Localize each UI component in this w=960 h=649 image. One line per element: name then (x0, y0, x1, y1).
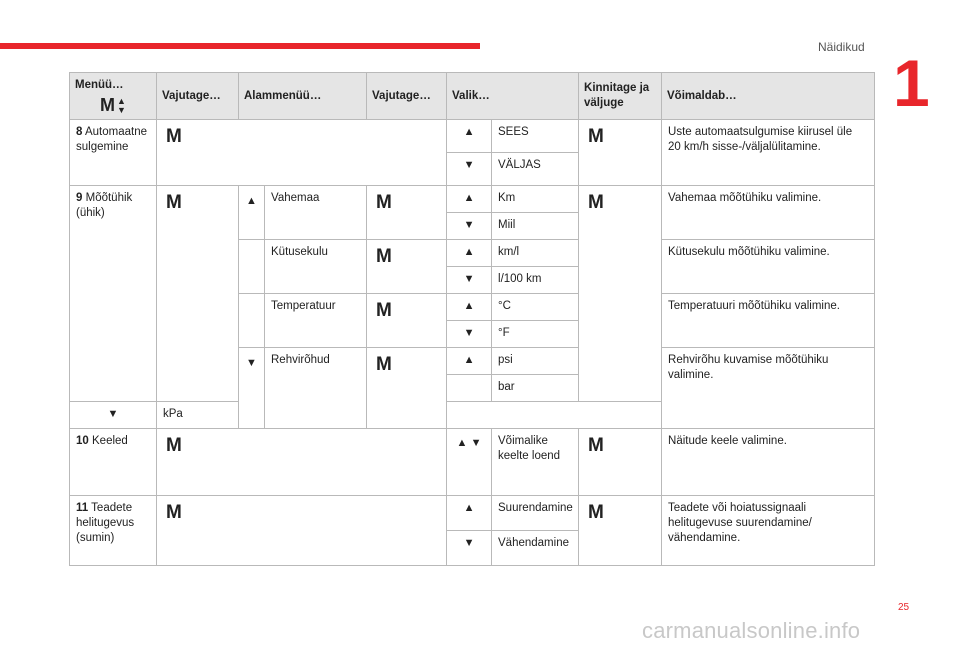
m-button-icon: M (579, 496, 662, 566)
option-celsius: °C (492, 294, 579, 321)
col-menu-header (70, 73, 157, 120)
description: Teadete või hoiatussignaali helitugevuse suurendamine/ vähendamine. (662, 496, 875, 566)
m-button-icon: M (157, 120, 447, 186)
option-bar: bar (492, 375, 579, 402)
col-press2-header: Vajutage… (367, 73, 447, 120)
option-fahrenheit: °F (492, 321, 579, 348)
m-button-icon: M (367, 186, 447, 240)
m-button-icon: M (157, 186, 239, 402)
language-list: Võimalike keelte loend (492, 429, 579, 496)
option-l-100km: l/100 km (492, 267, 579, 294)
col-confirm-header: Kinnitage ja väljuge (579, 73, 662, 120)
empty-cell (239, 240, 265, 294)
down-arrow-icon: ▼ (447, 213, 492, 240)
submenu-fuel: Kütusekulu (265, 240, 367, 294)
option-km: Km (492, 186, 579, 213)
description: Temperatuuri mõõtühiku valimine. (662, 294, 875, 348)
description: Rehvirõhu kuvamise mõõtühiku valimine. (662, 348, 875, 429)
m-button-icon: M (157, 429, 447, 496)
submenu-distance: Vahemaa (265, 186, 367, 240)
watermark: carmanualsonline.info (642, 618, 861, 643)
empty-cell (239, 294, 265, 348)
table-row (70, 429, 875, 496)
description: Kütusekulu mõõtühiku valimine. (662, 240, 875, 294)
down-arrow-icon: ▼ (447, 267, 492, 294)
table-row (70, 186, 875, 213)
option-kpa: kPa (157, 402, 239, 429)
description: Näitude keele valimine. (662, 429, 875, 496)
m-button-icon: M (157, 496, 447, 566)
submenu-temperature: Temperatuur (265, 294, 367, 348)
settings-table (69, 72, 875, 566)
menu-automatic-locking: 8 Automaatne sulgemine (70, 120, 157, 186)
col-menu-label: Menüü… (75, 78, 124, 91)
m-button-icon: M (579, 120, 662, 186)
up-arrow-icon: ▲ (447, 240, 492, 267)
up-down-arrow-icon: ▲ ▼ (447, 429, 492, 496)
m-up-down-icon: M ▲ ▼ (100, 95, 126, 115)
table-header-row (70, 73, 875, 120)
up-arrow-icon: ▲ (447, 496, 492, 531)
down-arrow-icon: ▼ (447, 153, 492, 186)
option-psi: psi (492, 348, 579, 375)
page-number: 25 (898, 602, 910, 613)
option-decrease: Vähendamine (492, 531, 579, 566)
up-arrow-icon: ▲ (447, 348, 492, 375)
down-arrow-icon: ▼ (447, 531, 492, 566)
down-arrow-icon: ▼ (70, 402, 157, 429)
submenu-tyre-pressure: Rehvirõhud (265, 348, 367, 429)
up-arrow-icon: ▲ (447, 186, 492, 213)
menu-languages: 10 Keeled (70, 429, 157, 496)
menu-units: 9 Mõõtühik (ühik) (70, 186, 157, 402)
option-mile: Miil (492, 213, 579, 240)
option-on: SEES (492, 120, 579, 153)
option-km-l: km/l (492, 240, 579, 267)
col-allows-header: Võimaldab… (662, 73, 875, 120)
m-button-icon: M (367, 240, 447, 294)
table-row (70, 120, 875, 153)
m-button-icon: M (367, 294, 447, 348)
option-increase: Suurendamine (492, 496, 579, 531)
section-title: Näidikud (818, 40, 865, 54)
menu-alert-volume: 11 Teadete helitugevus (sumin) (70, 496, 157, 566)
description: Vahemaa mõõtühiku valimine. (662, 186, 875, 240)
option-off: VÄLJAS (492, 153, 579, 186)
m-button-icon: M (579, 429, 662, 496)
col-submenu-header: Alammenüü… (239, 73, 367, 120)
down-arrow-icon: ▼ (447, 321, 492, 348)
down-arrow-icon: ▼ (239, 348, 265, 429)
col-press1-header: Vajutage… (157, 73, 239, 120)
m-button-icon: M (367, 348, 447, 429)
description: Uste automaatsulgumise kiirusel üle 20 km/h sisse-/väljalülitamine. (662, 120, 875, 186)
m-button-icon: M (579, 186, 662, 402)
header-accent-bar (0, 43, 480, 49)
empty-cell (447, 375, 492, 402)
up-arrow-icon: ▲ (447, 294, 492, 321)
up-arrow-icon: ▲ (447, 120, 492, 153)
chapter-number: 1 (893, 46, 930, 120)
table-row (70, 496, 875, 531)
col-choice-header: Valik… (447, 73, 579, 120)
up-arrow-icon: ▲ (239, 186, 265, 240)
